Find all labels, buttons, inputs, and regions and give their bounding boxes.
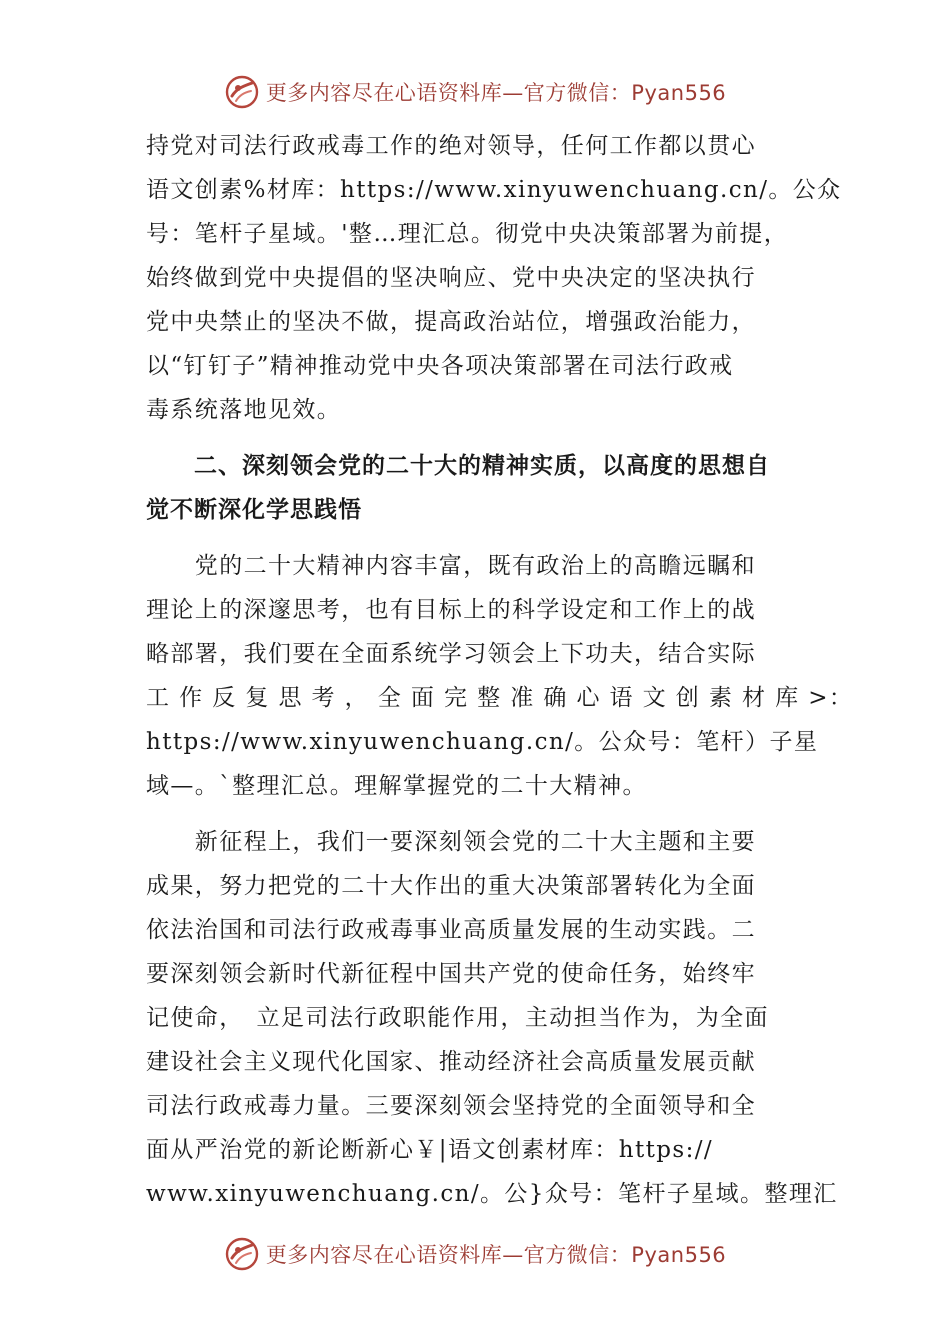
text-line: 记使命， 立足司法行政职能作用，主动担当作为，为全面 (146, 1005, 769, 1031)
text-line: 工 作 反 复 思 考 ， 全 面 完 整 准 确 心 语 文 创 素 材 库 >： (146, 685, 854, 711)
document-body (146, 124, 854, 1216)
text-line: 建设社会主义现代化国家、推动经济社会高质量发展贡献 (146, 1049, 756, 1075)
text-line: 党的二十大精神内容丰富，既有政治上的高瞻远瞩和 (146, 553, 756, 579)
text-line: 面从严治党的新论断新心￥|语文创素材库：https:// (146, 1137, 714, 1163)
book-logo-icon (224, 74, 260, 110)
book-logo-icon (224, 1236, 260, 1272)
paragraph-1 (146, 124, 842, 432)
footer-banner-text: 更多内容尽在心语资料库—官方微信：Pyan556 (265, 1243, 727, 1267)
heading-line: 二、深刻领会党的二十大的精神实质，以高度的思想自 (146, 453, 770, 479)
text-line: 语文创素%材库：https://www.xinyuwenchuang.cn/。公众 (146, 177, 842, 203)
text-line: www.xinyuwenchuang.cn/。公}众号：笔杆子星域。整理汇 (146, 1181, 838, 1207)
header-banner (0, 72, 950, 112)
heading-line: 觉不断深化学思践悟 (146, 497, 362, 523)
text-line: 要深刻领会新时代新征程中国共产党的使命任务，始终牢 (146, 961, 756, 987)
header-banner-text: 更多内容尽在心语资料库—官方微信：Pyan556 (265, 81, 727, 105)
text-line: 略部署，我们要在全面系统学习领会上下功夫，结合实际 (146, 641, 756, 667)
text-line: 司法行政戒毒力量。三要深刻领会坚持党的全面领导和全 (146, 1093, 756, 1119)
text-line: 新征程上，我们一要深刻领会党的二十大主题和主要 (146, 829, 756, 855)
text-line: 域—。`整理汇总。理解掌握党的二十大精神。 (146, 773, 647, 799)
text-line: 理论上的深邃思考，也有目标上的科学设定和工作上的战 (146, 597, 756, 623)
text-line: 依法治国和司法行政戒毒事业高质量发展的生动实践。二 (146, 917, 756, 943)
text-line: 以“钉钉子”精神推动党中央各项决策部署在司法行政戒 (146, 353, 734, 379)
text-line: 号：笔杆子星域。'整…理汇总。彻党中央决策部署为前提， (146, 221, 789, 247)
text-line: 毒系统落地见效。 (146, 397, 342, 423)
text-line: 党中央禁止的坚决不做，提高政治站位，增强政治能力， (146, 309, 756, 335)
text-line: 始终做到党中央提倡的坚决响应、党中央决定的坚决执行 (146, 265, 756, 291)
footer-banner (0, 1234, 950, 1274)
text-line: 成果，努力把党的二十大作出的重大决策部署转化为全面 (146, 873, 756, 899)
text-line: https://www.xinyuwenchuang.cn/。公众号：笔杆）子星 (146, 729, 819, 755)
text-line: 持党对司法行政戒毒工作的绝对领导，任何工作都以贯心 (146, 133, 756, 159)
section-heading (146, 444, 808, 532)
paragraph-3 (146, 820, 838, 1216)
paragraph-2 (146, 544, 854, 808)
